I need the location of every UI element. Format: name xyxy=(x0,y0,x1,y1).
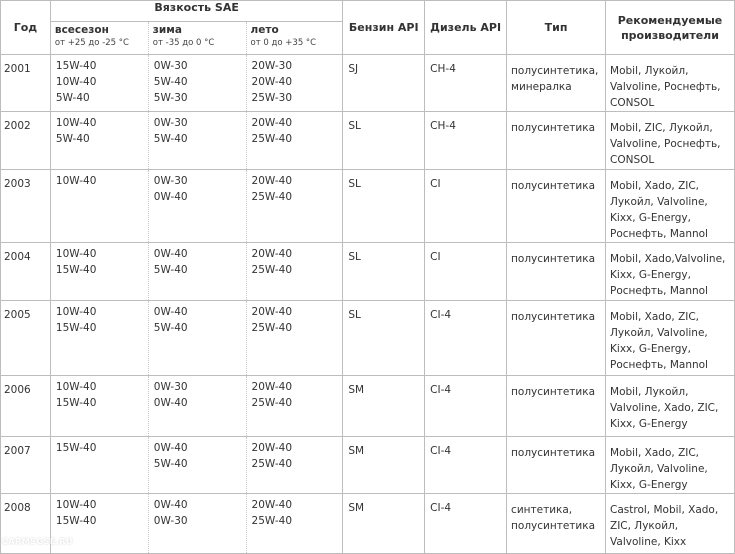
viscosity-grade: 15W-40 xyxy=(55,442,97,454)
winter-label: зима xyxy=(152,24,182,36)
table-row xyxy=(1,243,735,301)
diesel-api-cell: CI-4 xyxy=(425,376,507,437)
viscosity-grade: 0W-40 xyxy=(153,191,188,203)
viscosity-grade: 5W-40 xyxy=(55,92,90,104)
viscosity-grade: 10W-40 xyxy=(55,381,97,393)
viscosity-grade: 25W-40 xyxy=(251,322,293,334)
table-row xyxy=(1,55,735,112)
type-cell xyxy=(507,494,606,554)
diesel-api-cell: CH-4 xyxy=(425,55,507,112)
manufacturers-cell: Castrol, Mobil, Xado, ZIC, Лукойл, Valvoline, Kixx xyxy=(606,494,735,554)
viscosity-grade: 20W-40 xyxy=(251,175,293,187)
viscosity-grade: 20W-40 xyxy=(251,381,293,393)
year-cell: 2004 xyxy=(1,243,51,301)
viscosity-grade: 20W-30 xyxy=(251,60,293,72)
year-cell: 2002 xyxy=(1,112,51,170)
viscosity-grade: 25W-30 xyxy=(251,92,293,104)
manufacturers-cell: Mobil, Xado, ZIC, Лукойл, Valvoline, Kixx, G-Energy, Роснефть, Mannol xyxy=(606,170,735,243)
table-row xyxy=(1,494,735,554)
type-cell xyxy=(507,376,606,437)
viscosity-grade: 0W-40 xyxy=(153,306,188,318)
allseason-cell xyxy=(50,112,148,170)
viscosity-grade: 20W-40 xyxy=(251,76,293,88)
viscosity-grade: 5W-40 xyxy=(55,133,90,145)
summer-cell xyxy=(246,170,343,243)
diesel-api-cell: CI-4 xyxy=(425,437,507,494)
header-winter xyxy=(148,22,246,55)
viscosity-grade: 5W-30 xyxy=(153,92,188,104)
year-cell: 2001 xyxy=(1,55,51,112)
manufacturers-cell: Mobil, Xado, ZIC, Лукойл, Valvoline, Kixx, G-Energy xyxy=(606,437,735,494)
winter-cell xyxy=(148,170,246,243)
year-cell: 2006 xyxy=(1,376,51,437)
oil-type: полусинтетика xyxy=(511,520,596,532)
summer-cell xyxy=(246,376,343,437)
viscosity-grade: 20W-40 xyxy=(251,442,293,454)
oil-type: полусинтетика xyxy=(511,180,596,192)
header-diesel-api: Дизель API xyxy=(425,1,507,55)
viscosity-grade: 5W-40 xyxy=(153,458,188,470)
viscosity-grade: 15W-40 xyxy=(55,397,97,409)
winter-cell xyxy=(148,112,246,170)
summer-label: лето xyxy=(250,24,279,36)
petrol-api-cell: SL xyxy=(343,301,425,376)
viscosity-grade: 5W-40 xyxy=(153,76,188,88)
winter-cell xyxy=(148,376,246,437)
petrol-api-cell: SM xyxy=(343,494,425,554)
viscosity-grade: 25W-40 xyxy=(251,515,293,527)
oil-type: полусинтетика xyxy=(511,253,596,265)
manufacturers-cell: Mobil, Xado,Valvoline, Kixx, G-Energy, Роснефть, Mannol xyxy=(606,243,735,301)
viscosity-grade: 15W-40 xyxy=(55,515,97,527)
viscosity-grade: 0W-40 xyxy=(153,499,188,511)
table-row xyxy=(1,112,735,170)
oil-type: полусинтетика xyxy=(511,311,596,323)
diesel-api-cell: CI xyxy=(425,243,507,301)
year-cell: 2008 xyxy=(1,494,51,554)
summer-cell xyxy=(246,243,343,301)
header-viscosity: Вязкость SAE xyxy=(50,1,342,22)
viscosity-grade: 25W-40 xyxy=(251,133,293,145)
summer-cell xyxy=(246,494,343,554)
summer-cell xyxy=(246,301,343,376)
viscosity-grade: 10W-40 xyxy=(55,499,97,511)
viscosity-grade: 20W-40 xyxy=(251,499,293,511)
viscosity-grade: 10W-40 xyxy=(55,76,97,88)
oil-type: синтетика, xyxy=(511,504,573,516)
winter-cell xyxy=(148,301,246,376)
viscosity-grade: 20W-40 xyxy=(251,117,293,129)
allseason-cell xyxy=(50,301,148,376)
petrol-api-cell: SL xyxy=(343,243,425,301)
manufacturers-cell: Mobil, ZIC, Лукойл, Valvoline, Роснефть, CONSOL xyxy=(606,112,735,170)
allseason-cell xyxy=(50,243,148,301)
header-type: Тип xyxy=(507,1,606,55)
header-allseason xyxy=(50,22,148,55)
oil-type: полусинтетика, xyxy=(511,65,599,77)
viscosity-grade: 5W-40 xyxy=(153,264,188,276)
oil-type: полусинтетика xyxy=(511,122,596,134)
viscosity-grade: 25W-40 xyxy=(251,397,293,409)
manufacturers-cell: Mobil, Xado, ZIC, Лукойл, Valvoline, Kixx, G-Energy, Роснефть, Mannol xyxy=(606,301,735,376)
viscosity-grade: 0W-30 xyxy=(153,175,188,187)
type-cell xyxy=(507,301,606,376)
table-row xyxy=(1,301,735,376)
viscosity-grade: 20W-40 xyxy=(251,306,293,318)
petrol-api-cell: SL xyxy=(343,112,425,170)
diesel-api-cell: CI xyxy=(425,170,507,243)
summer-cell xyxy=(246,437,343,494)
allseason-cell xyxy=(50,376,148,437)
allseason-cell xyxy=(50,437,148,494)
viscosity-grade: 25W-40 xyxy=(251,191,293,203)
year-cell: 2007 xyxy=(1,437,51,494)
petrol-api-cell: SM xyxy=(343,437,425,494)
type-cell xyxy=(507,112,606,170)
diesel-api-cell: CI-4 xyxy=(425,301,507,376)
viscosity-grade: 10W-40 xyxy=(55,175,97,187)
viscosity-grade: 10W-40 xyxy=(55,117,97,129)
viscosity-grade: 5W-40 xyxy=(153,322,188,334)
type-cell xyxy=(507,170,606,243)
viscosity-grade: 15W-40 xyxy=(55,60,97,72)
winter-cell xyxy=(148,55,246,112)
viscosity-grade: 20W-40 xyxy=(251,248,293,260)
winter-range: от -35 до 0 °С xyxy=(152,38,215,48)
winter-cell xyxy=(148,243,246,301)
viscosity-grade: 15W-40 xyxy=(55,264,97,276)
petrol-api-cell: SL xyxy=(343,170,425,243)
oil-type: минералка xyxy=(511,81,572,93)
petrol-api-cell: SJ xyxy=(343,55,425,112)
allseason-label: всесезон xyxy=(54,24,109,36)
viscosity-grade: 0W-30 xyxy=(153,117,188,129)
viscosity-grade: 0W-30 xyxy=(153,60,188,72)
viscosity-grade: 0W-40 xyxy=(153,248,188,260)
year-cell: 2003 xyxy=(1,170,51,243)
viscosity-grade: 25W-40 xyxy=(251,264,293,276)
manufacturers-cell: Mobil, Лукойл, Valvoline, Xado, ZIC, Kixx, G-Energy xyxy=(606,376,735,437)
type-cell xyxy=(507,437,606,494)
allseason-cell xyxy=(50,170,148,243)
header-manufacturers: Рекомендуемые производители xyxy=(606,1,735,55)
viscosity-grade: 0W-40 xyxy=(153,397,188,409)
table-row xyxy=(1,376,735,437)
table-row xyxy=(1,170,735,243)
winter-cell xyxy=(148,437,246,494)
winter-cell xyxy=(148,494,246,554)
summer-cell xyxy=(246,112,343,170)
header-petrol-api: Бензин API xyxy=(343,1,425,55)
viscosity-grade: 15W-40 xyxy=(55,322,97,334)
viscosity-grade: 25W-40 xyxy=(251,458,293,470)
summer-range: от 0 до +35 °С xyxy=(250,38,317,48)
manufacturers-cell: Mobil, Лукойл, Valvoline, Роснефть, CONSOL xyxy=(606,55,735,112)
watermark: CARMSGSE.RU xyxy=(2,537,73,546)
viscosity-grade: 0W-30 xyxy=(153,515,188,527)
petrol-api-cell: SM xyxy=(343,376,425,437)
allseason-range: от +25 до -25 °С xyxy=(54,38,129,48)
table-row xyxy=(1,437,735,494)
type-cell xyxy=(507,55,606,112)
type-cell xyxy=(507,243,606,301)
viscosity-grade: 5W-40 xyxy=(153,133,188,145)
diesel-api-cell: CH-4 xyxy=(425,112,507,170)
oil-type: полусинтетика xyxy=(511,447,596,459)
viscosity-grade: 10W-40 xyxy=(55,306,97,318)
summer-cell xyxy=(246,55,343,112)
allseason-cell xyxy=(50,55,148,112)
header-summer xyxy=(246,22,343,55)
viscosity-grade: 10W-40 xyxy=(55,248,97,260)
year-cell: 2005 xyxy=(1,301,51,376)
viscosity-grade: 0W-30 xyxy=(153,381,188,393)
header-year: Год xyxy=(1,1,51,55)
diesel-api-cell: CI-4 xyxy=(425,494,507,554)
oil-type: полусинтетика xyxy=(511,386,596,398)
viscosity-grade: 0W-40 xyxy=(153,442,188,454)
